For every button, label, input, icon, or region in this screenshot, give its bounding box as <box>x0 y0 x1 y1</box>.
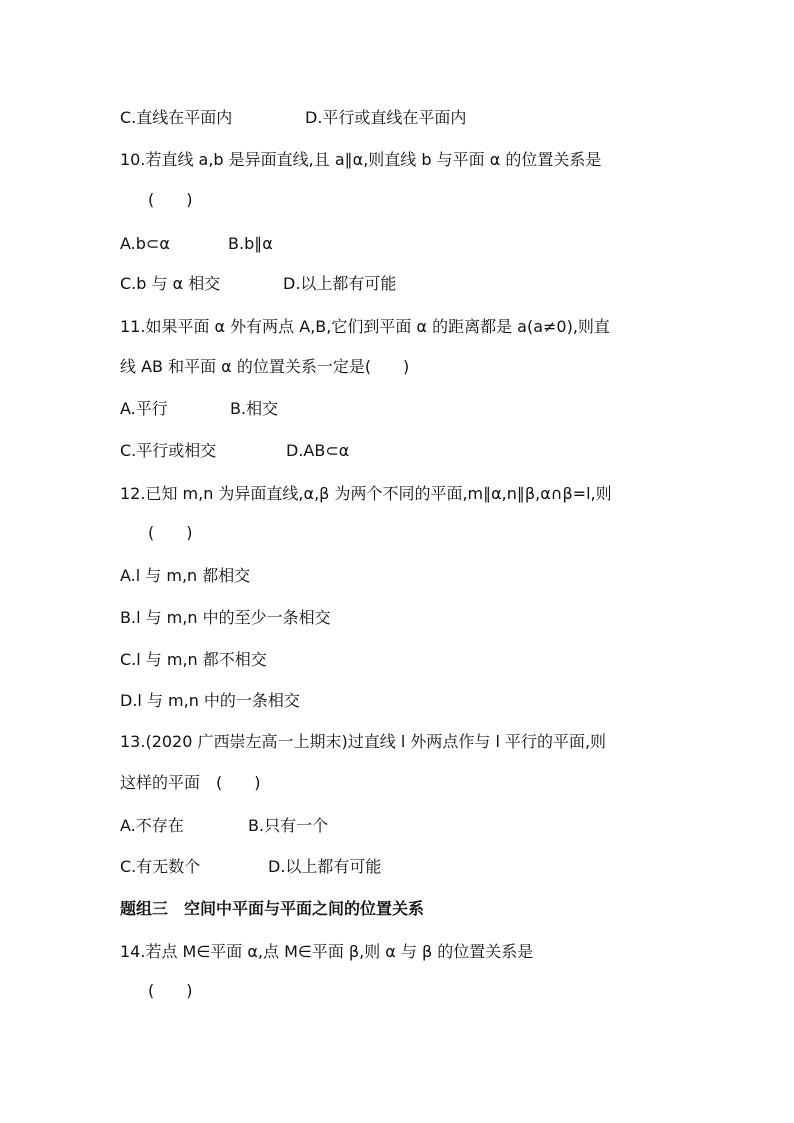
option-b: B.b∥α <box>228 234 273 253</box>
option-d: D.AB⊂α <box>286 441 350 460</box>
option-c: C.有无数个 <box>120 857 201 876</box>
question-12-answer-blank: ( ) <box>148 523 193 542</box>
q9-options-cd <box>120 107 466 129</box>
option-d: D.以上都有可能 <box>283 274 397 293</box>
question-14-answer-blank: ( ) <box>148 981 193 1000</box>
q10-options-ab <box>120 233 273 255</box>
option-a: A.平行 <box>120 399 168 418</box>
q13-options-ab <box>120 815 328 837</box>
option-b: B.相交 <box>230 399 279 418</box>
q11-options-ab <box>120 398 278 420</box>
option-b: B.只有一个 <box>248 816 329 835</box>
question-12-stem: 12.已知 m,n 为异面直线,α,β 为两个不同的平面,m∥α,n∥β,α∩β=l,则 <box>120 484 612 503</box>
q11-options-cd <box>120 440 349 462</box>
q13-options-cd <box>120 856 381 878</box>
option-d: D.以上都有可能 <box>268 857 382 876</box>
question-11-stem-cont: 线 AB 和平面 α 的位置关系一定是( ) <box>120 357 410 376</box>
option-a: A.b⊂α <box>120 234 170 253</box>
section-heading-group-3: 题组三 空间中平面与平面之间的位置关系 <box>120 899 425 918</box>
option-c: C.b 与 α 相交 <box>120 274 221 293</box>
question-10-stem: 10.若直线 a,b 是异面直线,且 a∥α,则直线 b 与平面 α 的位置关系是 <box>120 150 602 169</box>
q12-option-b: B.l 与 m,n 中的至少一条相交 <box>120 608 331 627</box>
question-13-stem: 13.(2020 广西崇左高一上期末)过直线 l 外两点作与 l 平行的平面,则 <box>120 732 607 751</box>
question-11-stem: 11.如果平面 α 外有两点 A,B,它们到平面 α 的距离都是 a(a≠0),则直 <box>120 317 610 336</box>
q12-option-c: C.l 与 m,n 都不相交 <box>120 650 267 669</box>
q12-option-a: A.l 与 m,n 都相交 <box>120 566 251 585</box>
q10-options-cd <box>120 273 396 295</box>
question-10-answer-blank: ( ) <box>148 190 193 209</box>
question-13-stem-cont: 这样的平面 ( ) <box>120 773 261 792</box>
q12-option-d: D.l 与 m,n 中的一条相交 <box>120 691 300 710</box>
option-c: C.直线在平面内 <box>120 108 233 127</box>
option-a: A.不存在 <box>120 816 184 835</box>
question-14-stem: 14.若点 M∈平面 α,点 M∈平面 β,则 α 与 β 的位置关系是 <box>120 942 534 961</box>
option-d: D.平行或直线在平面内 <box>305 108 467 127</box>
option-c: C.平行或相交 <box>120 441 217 460</box>
